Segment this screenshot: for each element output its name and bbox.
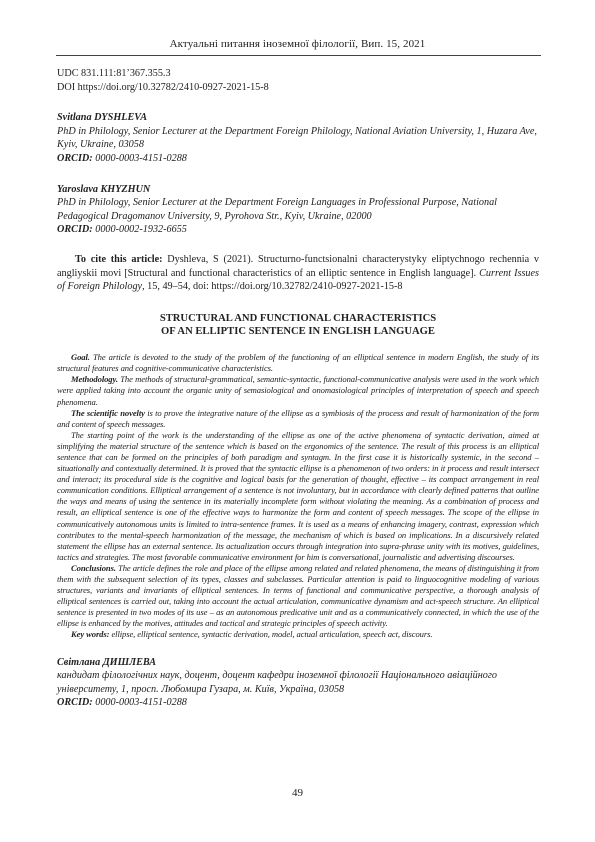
- author-block-1: [57, 111, 539, 165]
- udc-line: UDC 831.111:81’367.355.3: [57, 68, 171, 79]
- author-affiliation: PhD in Philology, Senior Lecturer at the Department Foreign Philology, National Aviation University, 1, Huzara Ave, Kyiv, Ukraine, 03058: [57, 125, 537, 151]
- novelty-label: The scientific novelty: [71, 407, 145, 418]
- orcid-label: ORCID:: [57, 152, 93, 164]
- doi-line[interactable]: DOI https://doi.org/10.32782/2410-0927-2021-15-8: [57, 81, 269, 93]
- abstract: [57, 352, 539, 640]
- citation-tail: , 15, 49–54, doi: https://doi.org/10.32782/2410-0927-2021-15-8: [142, 281, 403, 293]
- author-orcid: [57, 152, 539, 166]
- conclusions-text: The article defines the role and place of the ellipse among related and related phenomena, the means of distinguishing it from them with the subsequent selection of its types, classes and subclasses. Particular attention is paid to linguocognitive modeling of various structures, variants and invariants of elliptical sentences. In terms of functional and communicative perspective, a thorough analysis of elliptical sentences is carried out, taking into account the actual articulation, communicative dynamism and act-speech structure. An elliptical sentence is presented in two modes of its use – as an autonomous predicative unit and as a communicatively connected, in which the use of the ellipse is enhanced by the motives, attitudes and tactical and strategic principles of speech activity.: [57, 562, 539, 629]
- orcid-label: ORCID:: [57, 697, 93, 709]
- conclusions-label: Conclusions.: [71, 562, 116, 573]
- author-block-2: [57, 183, 539, 237]
- methodology-text: The methods of structural-grammatical, semantic-syntactic, functional-communicative analysis were used in the work which were applied taking into account the organic unity of semasiological and onomasiological principles of interpretation of speech and speech phenomena.: [57, 374, 539, 407]
- header-divider: [56, 55, 541, 56]
- author-name: Svitlana DYSHLEVA: [57, 112, 148, 124]
- orcid-id[interactable]: 0000-0002-1932-6655: [95, 224, 187, 236]
- abstract-body: The starting point of the work is the understanding of the ellipse as one of the active phenomena of syntactic derivation, aimed at simplifying the material structure of the sentence which is based on the ergonomics of the sentence. The result of this process is an elliptical sentence that can be formed on the principles of both paradigm and syntagm. In the first case it is historically systemic, in the second – situationally and contextually determined. It is proved that the syntactic ellipse is a phenomenon of two orders: in it process and result intersect and interact; its procedural side is the cognitive and logical basis for the generation of thought, effective – its compact arrangement in real communication conditions. Elliptical arrangement of a sentence is not involuntary, but in accordance with clearly defined patterns that outline the ways and means of using the sentence in its materially incomplete form without violating the meaning. As a combination of process and result, an elliptical sentence is one of the effective ways to harmonize the form and content of speech messages. The scope of the ellipse in communicatively autonomous units is limited to intra-sentence frames. It is used as a means of enhancing imagery, contrast, expression which contributes to the mental-speech harmonization of the message, the mechanism of which is based on implications. In a discursively related statement the ellipse has an external sentence. Its actualization occurs through integration into supra-phrase unity with its motives, guidelines, tactics and strategies. The most favorable communicative environment for him is conversational, journalistic and advertising discourses.: [57, 429, 539, 562]
- author-block-uk: [57, 656, 539, 710]
- citation-journal: Current Issues of Foreign Philology: [57, 267, 540, 293]
- author-name: Yaroslava KHYZHUN: [57, 183, 151, 195]
- abstract-novelty: [57, 408, 539, 430]
- page-content: [57, 67, 539, 710]
- author-affiliation-uk: кандидат філологічних наук, доцент, доцент кафедри іноземної філології Національного авіаційного університету, 1, просп. Любомира Гузара, м. Київ, Україна, 03058: [57, 670, 497, 695]
- abstract-goal: [57, 352, 539, 374]
- novelty-text: is to prove the integrative nature of the ellipse as a symbiosis of the process and result of harmonization of the form and content of speech messages.: [57, 407, 539, 429]
- author-orcid-uk: [57, 696, 539, 710]
- keywords-text: ellipse, elliptical sentence, syntactic derivation, model, actual articulation, speech act, discours.: [111, 629, 433, 640]
- methodology-label: Methodology.: [71, 374, 118, 385]
- orcid-label: ORCID:: [57, 224, 93, 236]
- orcid-id[interactable]: 0000-0003-4151-0288: [95, 152, 187, 164]
- abstract-methodology: [57, 374, 539, 407]
- author-affiliation: PhD in Philology, Senior Lecturer at the Department Foreign Languages in Professional Purpose, National Pedagogical Dragomanov University, 9, Pyrohova Str., Kyiv, Ukraine, 02000: [57, 197, 498, 222]
- keywords-label: Key words:: [71, 629, 110, 640]
- citation-text: Dyshleva, S (2021). Structurno-functsionalni characterystyky eliptychnogo rechennia v angliyskii movi [Structural and functional characteristics of an elliptic sentence in English language].: [57, 253, 539, 279]
- goal-text: The article is devoted to the study of the problem of the functioning of an elliptical sentence in modern English, the study of its structural features and cognitive-communicative characteristics.: [57, 352, 539, 374]
- abstract-conclusions: [57, 563, 539, 630]
- title-line-1: STRUCTURAL AND FUNCTIONAL CHARACTERISTICS: [159, 312, 437, 324]
- abstract-keywords: [57, 629, 539, 640]
- orcid-id[interactable]: 0000-0003-4151-0288: [95, 697, 187, 709]
- author-orcid: [57, 223, 539, 237]
- citation-block: [57, 253, 539, 294]
- running-header: Актуальні питання іноземної філології, Вип. 15, 2021: [169, 38, 426, 50]
- title-line-2: OF AN ELLIPTIC SENTENCE IN ENGLISH LANGUAGE: [161, 325, 435, 337]
- goal-label: Goal.: [71, 352, 90, 363]
- page-number: 49: [292, 787, 303, 799]
- citation-label: To cite this article:: [75, 253, 163, 265]
- article-title: [57, 312, 539, 338]
- author-name-uk: Світлана ДИШЛЕВА: [57, 656, 157, 668]
